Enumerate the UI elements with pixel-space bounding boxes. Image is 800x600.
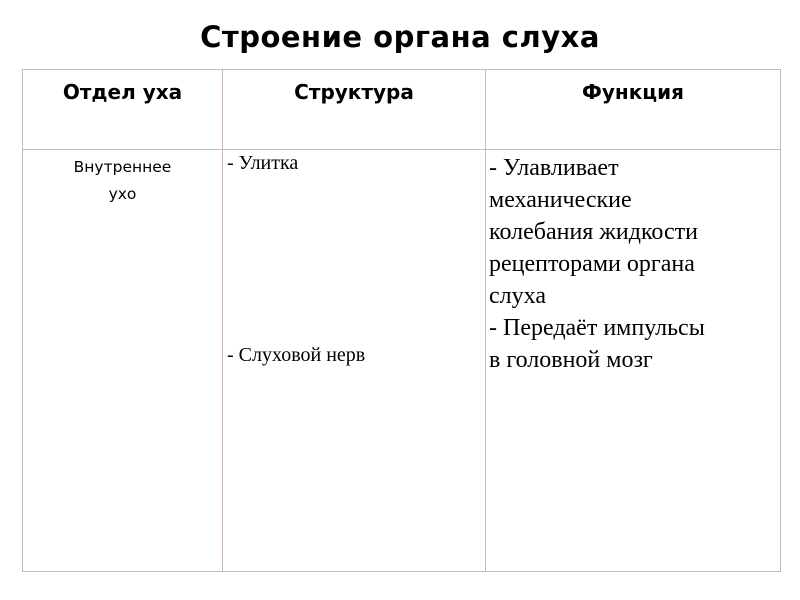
function-cell <box>486 150 781 572</box>
header-structure: Структура <box>223 70 486 150</box>
table-header-row <box>23 70 781 150</box>
function-line: в головной мозг <box>489 347 653 373</box>
header-part: Отдел уха <box>23 70 223 150</box>
function-line: слуха <box>489 283 546 309</box>
ear-part-line: ухо <box>108 185 137 203</box>
page-title: Строение органа слуха <box>200 20 600 54</box>
function-line: - Улавливает <box>489 155 619 181</box>
ear-part-cell <box>23 150 223 572</box>
structure-cochlea: - Улитка <box>227 152 299 174</box>
header-function: Функция <box>486 70 781 150</box>
function-line: рецепторами органа <box>489 251 695 277</box>
function-line: колебания жидкости <box>489 219 699 245</box>
function-line: механические <box>489 187 632 213</box>
ear-part-line: Внутреннее <box>73 158 172 176</box>
structure-auditory-nerve: - Слуховой нерв <box>227 344 366 366</box>
function-line: - Передаёт импульсы <box>489 315 705 341</box>
structure-cell <box>223 150 486 572</box>
ear-structure-table <box>22 69 781 572</box>
table-row <box>23 150 781 572</box>
